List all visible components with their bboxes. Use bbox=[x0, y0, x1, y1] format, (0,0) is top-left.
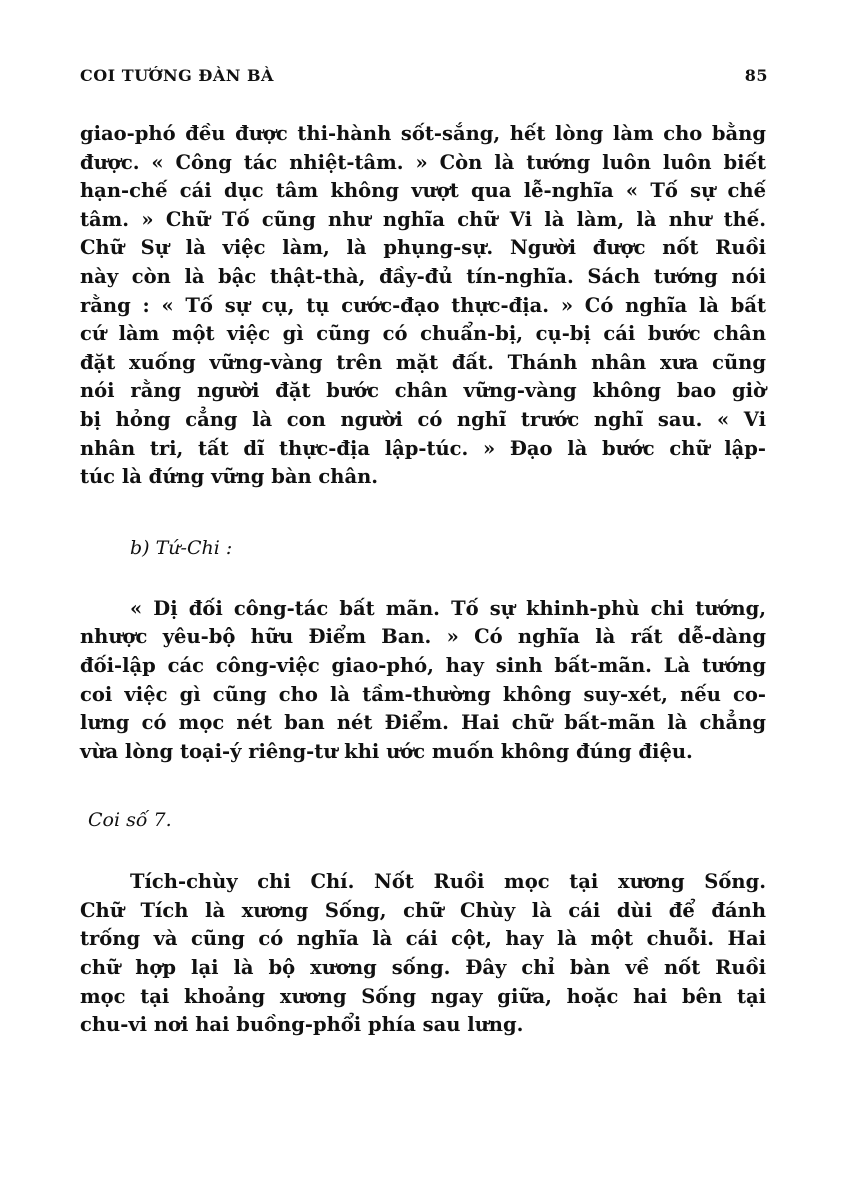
text-line: túc là đứng vững bàn chân. bbox=[80, 465, 379, 489]
text-line: Tích-chùy chi Chí. Nốt Ruồi mọc tại xương Sống. bbox=[130, 870, 766, 894]
section-heading-tu-chi: b) Tứ-Chi : bbox=[130, 536, 233, 559]
text-line: vừa lòng toại-ý riêng-tư khi ước muốn không đúng điệu. bbox=[80, 739, 693, 763]
text-line: chu-vi nơi hai buồng-phổi phía sau lưng. bbox=[80, 1013, 524, 1037]
running-header bbox=[80, 66, 768, 85]
page-content bbox=[80, 120, 766, 1040]
text-line: coi việc gì cũng cho là tầm-thường không suy-xét, nếu co- bbox=[80, 682, 766, 706]
text-line: trống và cũng có nghĩa là cái cột, hay là một chuỗi. Hai bbox=[80, 927, 766, 951]
text-line: rằng : « Tố sự cụ, tụ cước-đạo thực-địa. » Có nghĩa là bất bbox=[80, 293, 766, 317]
header-title: COI TƯỚNG ĐÀN BÀ bbox=[80, 66, 274, 85]
text-line: mọc tại khoảng xương Sống ngay giữa, hoặc hai bên tại bbox=[80, 984, 766, 1008]
text-line: tâm. » Chữ Tố cũng như nghĩa chữ Vi là làm, là như thế. bbox=[80, 207, 766, 231]
text-line: bị hỏng cẳng là con người có nghĩ trước nghĩ sau. « Vi bbox=[80, 407, 766, 431]
text-line: nhược yêu-bộ hữu Điểm Ban. » Có nghĩa là rất dễ-dàng bbox=[80, 625, 766, 649]
text-line: nhân tri, tất dĩ thực-địa lập-túc. » Đạo là bước chữ lập- bbox=[80, 436, 766, 460]
text-line: Chữ Tích là xương Sống, chữ Chùy là cái dùi để đánh bbox=[80, 898, 766, 922]
text-line: này còn là bậc thật-thà, đầy-đủ tín-nghĩa. Sách tướng nói bbox=[80, 264, 766, 288]
page-number: 85 bbox=[744, 66, 768, 85]
text-line: nói rằng người đặt bước chân vững-vàng không bao giờ bbox=[80, 379, 766, 403]
paragraph-tich-chuy bbox=[80, 868, 766, 1040]
text-line: chữ hợp lại là bộ xương sống. Đây chỉ bàn về nốt Ruồi bbox=[80, 956, 766, 980]
text-line: lưng có mọc nét ban nét Điểm. Hai chữ bất-mãn là chẳng bbox=[80, 711, 766, 735]
text-line: giao-phó đều được thi-hành sốt-sắng, hết lòng làm cho bằng bbox=[80, 122, 766, 145]
paragraph-tu-chi bbox=[80, 595, 766, 767]
text-line: đặt xuống vững-vàng trên mặt đất. Thánh nhân xưa cũng bbox=[80, 350, 766, 374]
text-line: đối-lập các công-việc giao-phó, hay sinh bất-mãn. Là tướng bbox=[80, 653, 766, 677]
paragraph-giao-pho bbox=[80, 120, 766, 492]
text-line: Chữ Sự là việc làm, là phụng-sự. Người được nốt Ruồi bbox=[80, 236, 766, 260]
text-line: được. « Công tác nhiệt-tâm. » Còn là tướng luôn luôn biết bbox=[80, 150, 766, 174]
text-line: cứ làm một việc gì cũng có chuẩn-bị, cụ-bị cái bước chân bbox=[80, 322, 766, 346]
text-line: hạn-chế cái dục tâm không vượt qua lễ-nghĩa « Tố sự chế bbox=[80, 179, 766, 203]
text-line: « Dị đối công-tác bất mãn. Tố sự khinh-phù chi tướng, bbox=[130, 596, 766, 620]
section-heading-coi-so-7: Coi số 7. bbox=[88, 809, 172, 832]
